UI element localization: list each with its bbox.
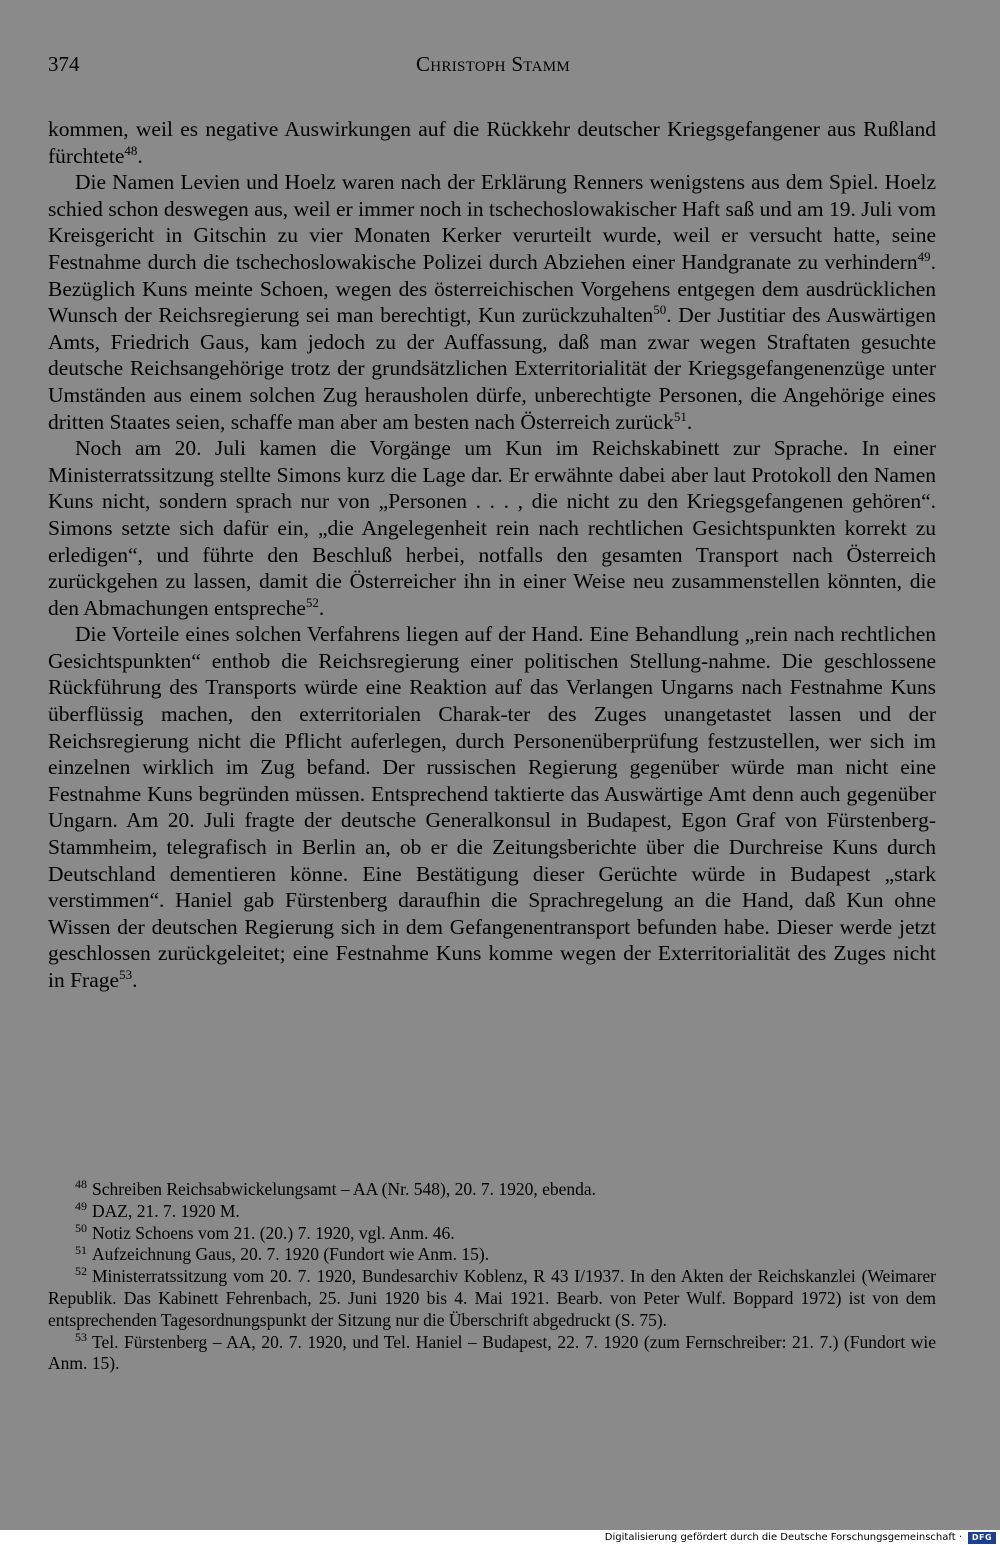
footnote-number: 48	[75, 1177, 87, 1192]
funding-note: Digitalisierung gefördert durch die Deutsche Forschungsgemeinschaft ·	[604, 1532, 962, 1543]
footnote-text: Aufzeichnung Gaus, 20. 7. 1920 (Fundort wie Anm. 15).	[92, 1244, 490, 1265]
footnote-49	[48, 1198, 936, 1223]
paragraph-text: . Der Justitiar des Auswärtigen Amts, Friedrich Gaus, kam jedoch zu der Auffassung, daß man zwar wegen Straftaten gesuchte deutsche Reichsangehörige trotz der grundsätzlichen Exterritorialität der Kriegsgefangenenzüge unter Umständen aus einem solchen Zug herausholen dürfe, unberechtigte Personen, die Angehörige eines dritten Staates seien, schaffe man aber am besten nach Österreich zurück	[48, 303, 936, 434]
footnote-reference: 48	[124, 142, 138, 158]
footnote-53	[48, 1329, 936, 1376]
footnote-reference: 51	[673, 408, 687, 424]
body-text	[48, 116, 936, 994]
footnote-text: Ministerratssitzung vom 20. 7. 1920, Bundesarchiv Koblenz, R 43 I/1937. In den Akten der Reichskanzlei (Weimarer Republik. Das Kabinett Fehrenbach, 25. Juni 1920 bis 4. Mai 1921. Bearb. von Peter Wulf. Boppard 1972) ist von dem entsprechenden Tagesordnungspunkt der Sitzung nur die Überschrift abgedruckt (S. 75).	[48, 1266, 936, 1330]
footnote-48	[48, 1179, 936, 1201]
paragraph-2	[48, 169, 936, 435]
footnote-50	[48, 1220, 936, 1245]
paragraph-text: .	[132, 968, 138, 992]
footnote-reference: 53	[119, 966, 133, 982]
footnote-51	[48, 1244, 936, 1266]
footnotes	[48, 1179, 936, 1375]
running-head-author: Christoph Stamm	[416, 52, 570, 76]
footnote-text: Tel. Fürstenberg – AA, 20. 7. 1920, und Tel. Haniel – Budapest, 22. 7. 1920 (zum Fernschreiber: 21. 7.) (Fundort wie Anm. 15).	[48, 1331, 936, 1374]
paragraph-text: Die Namen Levien und Hoelz waren nach der Erklärung Renners wenigstens aus dem Spiel. Hoelz schied schon deswegen aus, weil er immer noch in tschechoslowakischer Haft saß und am 19. Juli vom Kreisgericht in Gitschin zu vier Monaten Kerker verurteilt wurde, weil er versucht hatte, seine Festnahme durch die tschechoslowakische Polizei durch Abziehen einer Handgranate zu verhindern	[48, 170, 936, 274]
footnote-52	[48, 1266, 936, 1331]
paragraph-text: .	[318, 595, 325, 620]
footnote-reference: 52	[305, 594, 319, 610]
paragraph-text: .	[686, 409, 693, 434]
footnote-number: 53	[75, 1329, 87, 1344]
footnote-number: 52	[75, 1264, 87, 1279]
dfg-logo: DFG	[968, 1532, 996, 1544]
running-head	[48, 52, 938, 82]
footnote-number: 51	[75, 1242, 87, 1257]
paragraph-1	[48, 116, 936, 169]
footnote-reference: 49	[917, 248, 931, 264]
footnote-reference: 50	[653, 302, 667, 317]
paragraph-text: Noch am 20. Juli kamen die Vorgänge um Kun im Reichskabinett zur Sprache. In einer Ministerratssitzung stellte Simons kurz die Lage dar. Er erwähnte dabei aber laut Protokoll den Namen Kuns nicht, sondern sprach nur von „Personen . . . , die nicht zu den Kriegsgefangenen gehören“. Simons setzte sich dafür ein, „die Angelegenheit rein nach rechtlichen Gesichtspunkten korrekt zu erledigen“, und führte den Beschluß herbei, notfalls den gesamten Transport nach Österreich zurückgehen zu lassen, damit die Österreicher ihn in einer Weise neu zusammenstellen könnten, die den Abmachungen entspreche	[48, 436, 936, 620]
paragraph-text: . Bezüglich Kuns meinte Schoen, wegen des österreichischen Vorgehens entgegen dem ausdrücklichen Wunsch der Reichsregierung sei man berechtigt, Kun zurückzuhalten	[48, 249, 936, 328]
paragraph-text: .	[137, 143, 143, 168]
paragraph-text: kommen, weil es negative Auswirkungen auf die Rückkehr deutscher Kriegsgefangener aus Rußland fürchtete	[48, 117, 936, 168]
page-number: 374	[48, 52, 80, 76]
paragraph-4	[48, 621, 936, 993]
footnote-number: 49	[75, 1198, 87, 1213]
paragraph-text: Die Vorteile eines solchen Verfahrens liegen auf der Hand. Eine Behandlung „rein nach rechtlichen Gesichtspunkten“ enthob die Reichsregierung einer politischen Stellung-nahme. Die geschlossene Rückführung des Transports würde eine Reaktion auf das Verlangen Ungarns nach Festnahme Kuns überflüssig machen, den exterritorialen Charak-ter des Zuges unangetastet lassen und der Reichsregierung nicht die Pflicht auferlegen, durch Personenüberprüfung festzustellen, wer sich im einzelnen wirklich im Zug befand. Der russischen Regierung gegenüber würde man nicht eine Festnahme Kuns begründen müssen. Entsprechend taktierte das Auswärtige Amt denn auch gegenüber Ungarn. Am 20. Juli fragte der deutsche Generalkonsul in Budapest, Egon Graf von Fürstenberg-Stammheim, telegrafisch in Berlin an, ob er die Zeitungsberichte über die Durchreise Kuns durch Deutschland dementieren könne. Eine Bestätigung dieser Gerüchte würde in Budapest „stark verstimmen“. Haniel gab Fürstenberg daraufhin die Sprachregelung an die Hand, daß Kun ohne Wissen der deutschen Regierung sich in dem Gefangenentransport befunden habe. Dieser werde jetzt geschlossen zurückgeleitet; eine Festnahme Kuns komme wegen der Exterritorialität des Zuges nicht in Frage	[48, 622, 936, 992]
footnote-text: Notiz Schoens vom 21. (20.) 7. 1920, vgl. Anm. 46.	[92, 1222, 455, 1243]
footnote-number: 50	[75, 1220, 87, 1235]
funding-bar	[0, 1530, 1000, 1545]
footnote-text: DAZ, 21. 7. 1920 M.	[92, 1200, 240, 1221]
paragraph-3	[48, 435, 936, 621]
footnote-text: Schreiben Reichsabwickelungsamt – AA (Nr. 548), 20. 7. 1920, ebenda.	[92, 1179, 596, 1199]
